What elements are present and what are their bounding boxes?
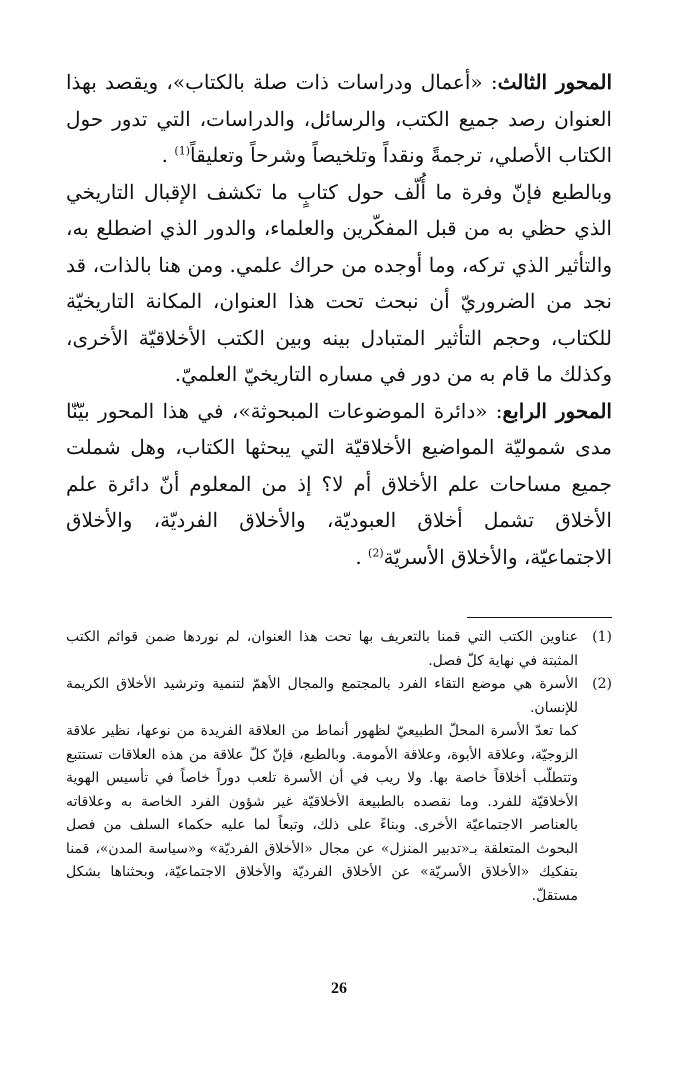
- paragraph-historical-reception: وبالطبع فإنّ وفرة ما أُلّف حول كتابٍ ما تكشف الإقبال التاريخي الذي حظي به من قبل المفكّرين والعلماء، والدور الذي اضطلع به، والتأثير الذي تركه، وما أوجده من حراك علمي. ومن هنا بالذات، قد نجد من الضروريّ أن نبحث تحت هذا العنوان، المكانة التاريخيّة للكتاب، وحجم التأثير المتبادل بينه وبين الكتب الأخلاقيّة الأخرى، وكذلك ما قام به من دور في مساره التاريخيّ العلميّ.: [66, 179, 612, 386]
- footnote-separator: [467, 617, 612, 618]
- axis-four-body: : «دائرة الموضوعات المبحوثة»، في هذا المحور بيّنّا مدى شموليّة المواضيع الأخلاقيّة التي يبحثها الكتاب، وهل شملت جميع مساحات علم الأخلاق أم لا؟ إذ من المعلوم أنّ دائرة علم الأخلاق تشمل أخلاق العبوديّة، والأخلاق الفرديّة، والأخلاق الاجتماعيّة، والأخلاق الأسريّة: [66, 398, 612, 569]
- footnote-ref-1: (1): [174, 144, 190, 158]
- footnotes: [66, 626, 612, 908]
- page-number: 26: [331, 980, 347, 997]
- footnote-2-number: (2): [592, 676, 612, 692]
- axis-three-heading: المحور الثالث: [497, 70, 613, 94]
- footnote-ref-2: (2): [368, 545, 384, 559]
- main-text: [66, 64, 612, 575]
- paragraph-axis-four: [66, 393, 612, 576]
- axis-four-heading: المحور الرابع: [502, 398, 612, 423]
- footnote-2-continuation: كما تعدّ الأسرة المحلّ الطبيعيّ لظهور أنماط من العلاقة الفريدة من نوعها، نظير علاقة الزوجيّة، وعلاقة الأبوة، وعلاقة الأمومة. وبالطبع، فإنّ كلّ علاقة من هذه العلاقات تستتبع وتتطلّب أخلاقاً خاصة بها. ولا ريب في أن الأسرة تلعب دوراً خاصاً في تأسيس الهوية الأخلاقيّة للفرد. وما نقصده بالطبيعة الأخلاقيّة غير شؤون الفرد الخاصة به وعلاقاته بالعناصر الاجتماعيّة الأخرى. وبناءً على ذلك، وتبعاً لما عليه حكماء السلف من فصل البحوث المتعلقة بـ«تدبير المنزل» عن مجال «الأخلاق الفرديّة» و«سياسة المدن»، قمنا بتفكيك «الأخلاق الأسريّة» عن الأخلاق الفرديّة والأخلاق الاجتماعيّة، وبحثناها بشكل مستقلّ.: [66, 723, 578, 904]
- axis-three-end: .: [161, 143, 169, 167]
- footnote-1: [66, 626, 612, 673]
- footnote-2-text: الأسرة هي موضع التقاء الفرد بالمجتمع والمجال الأهمّ لتنمية وترشيد الأخلاق الكريمة للإنسان.: [66, 676, 578, 716]
- axis-three-body: : «أعمال ودراسات ذات صلة بالكتاب»، ويقصد بهذا العنوان رصد جميع الكتب، والرسائل، والدراسات، التي تدور حول الكتاب الأصلي، ترجمةً ونقداً وتلخيصاً وشرحاً وتعليقاً: [66, 70, 612, 167]
- footnote-2: [66, 673, 612, 720]
- axis-four-end: .: [355, 544, 362, 569]
- footnote-1-number: (1): [592, 629, 612, 645]
- paragraph-axis-three: [66, 64, 612, 174]
- footnote-1-text: عناوين الكتب التي قمنا بالتعريف بها تحت هذا العنوان، لم نوردها ضمن قوائم الكتب المثبتة في نهاية كلّ فصل.: [66, 629, 578, 669]
